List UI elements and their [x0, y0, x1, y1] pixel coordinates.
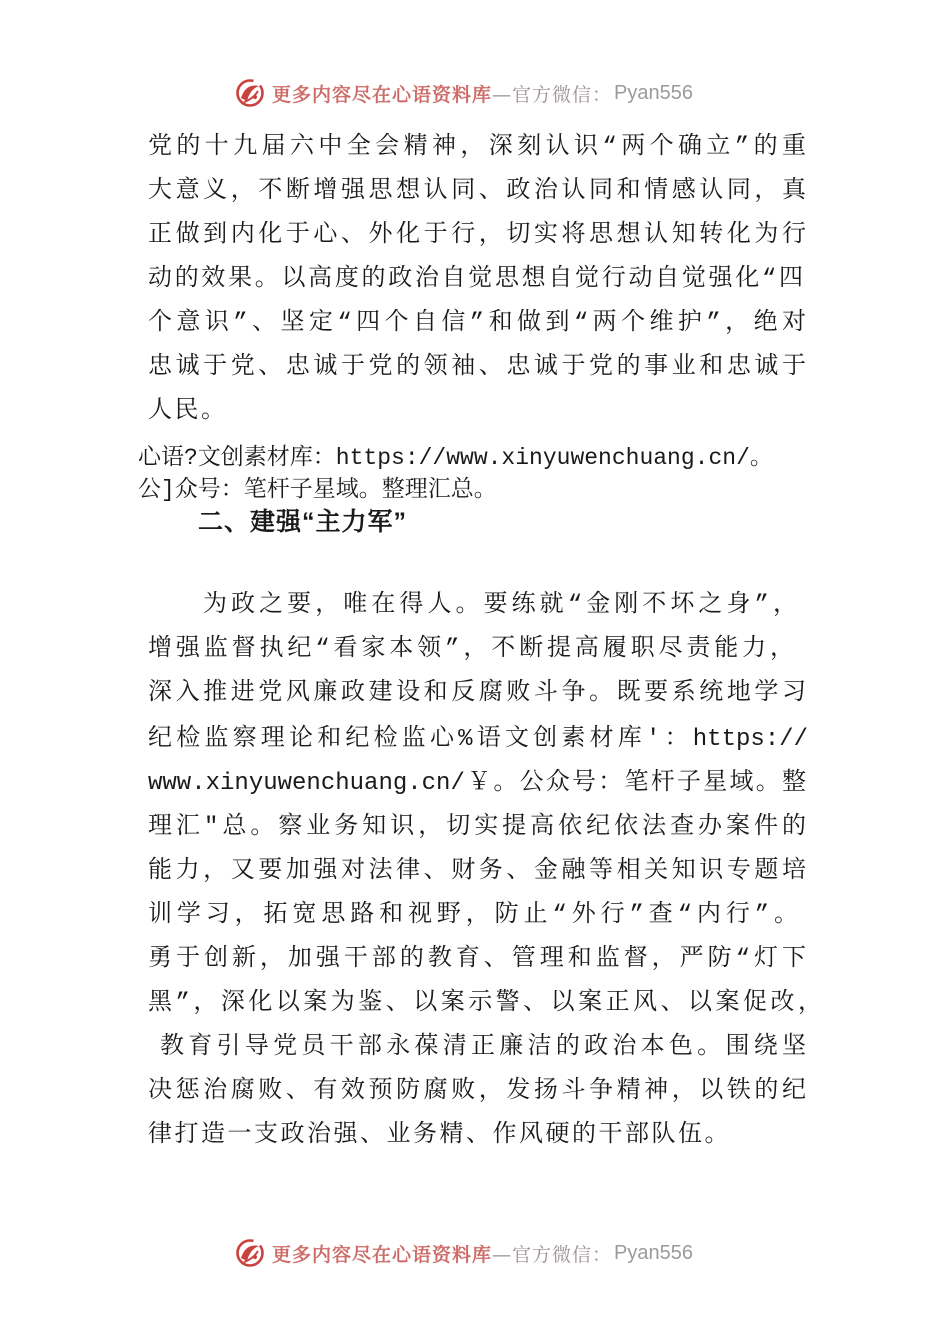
page-header-watermark	[234, 77, 693, 109]
paragraph-line: 动的效果。以高度的政治自觉思想自觉行动自觉强化“四	[148, 266, 803, 293]
section-heading: 二、建强“主力军”	[198, 508, 408, 536]
paragraph-line: 深入推进党风廉政建设和反腐败斗争。既要系统地学习	[148, 680, 806, 707]
source-note-line: 公]众号：笔杆子星域。整理汇总。	[138, 477, 497, 503]
paragraph-line: 教育引导党员干部永葆清正廉洁的政治本色。围绕坚	[160, 1034, 806, 1061]
paragraph-line: 决惩治腐败、有效预防腐败，发扬斗争精神，以铁的纪	[148, 1078, 806, 1105]
watermark-separator-text: —官方微信：	[492, 1243, 613, 1266]
watermark-contact-id: Pyan556	[614, 1241, 693, 1264]
paragraph-line: 增强监督执纪“看家本领”，不断提高履职尽责能力，	[148, 636, 794, 663]
paragraph-line: 正做到内化于心、外化于行，切实将思想认知转化为行	[148, 222, 806, 249]
paragraph-line: 大意义，不断增强思想认同、政治认同和情感认同，真	[148, 178, 806, 205]
paragraph-line: www.xinyuwenchuang.cn/￥。公众号：笔杆子星域。整	[148, 770, 806, 797]
watermark-brand-text: 更多内容尽在心语资料库	[272, 1243, 493, 1266]
swirl-logo-icon	[234, 77, 266, 109]
paragraph-line: 理汇"总。察业务知识，切实提高依纪依法查办案件的	[148, 814, 806, 841]
paragraph-line: 个意识”、坚定“四个自信”和做到“两个维护”，绝对	[148, 310, 806, 337]
watermark-contact-id: Pyan556	[614, 81, 693, 104]
paragraph-line: 勇于创新，加强干部的教育、管理和监督，严防“灯下	[148, 946, 806, 973]
paragraph-line: 为政之要，唯在得人。要练就“金刚不坏之身”，	[203, 592, 797, 619]
paragraph-line: 训学习，拓宽思路和视野，防止“外行”查“内行”。	[148, 902, 798, 929]
page-footer-watermark	[234, 1237, 693, 1269]
paragraph-line: 党的十九届六中全会精神，深刻认识“两个确立”的重	[148, 134, 806, 161]
paragraph-line: 黑”，深化以案为鉴、以案示警、以案正风、以案促改，	[148, 990, 822, 1017]
paragraph-line: 律打造一支政治强、业务精、作风硬的干部队伍。	[148, 1122, 731, 1149]
watermark-separator-text: —官方微信：	[492, 83, 613, 106]
swirl-logo-icon	[234, 1237, 266, 1269]
paragraph-line: 纪检监察理论和纪检监心%语文创素材库'：https://	[148, 726, 808, 753]
source-note-line: 心语?文创素材库：https://www.xinyuwenchuang.cn/。	[138, 445, 773, 471]
paragraph-line: 人民。	[148, 398, 228, 425]
paragraph-line: 忠诚于党、忠诚于党的领袖、忠诚于党的事业和忠诚于	[148, 354, 806, 381]
watermark-brand-text: 更多内容尽在心语资料库	[272, 83, 493, 106]
paragraph-line: 能力，又要加强对法律、财务、金融等相关知识专题培	[148, 858, 806, 885]
